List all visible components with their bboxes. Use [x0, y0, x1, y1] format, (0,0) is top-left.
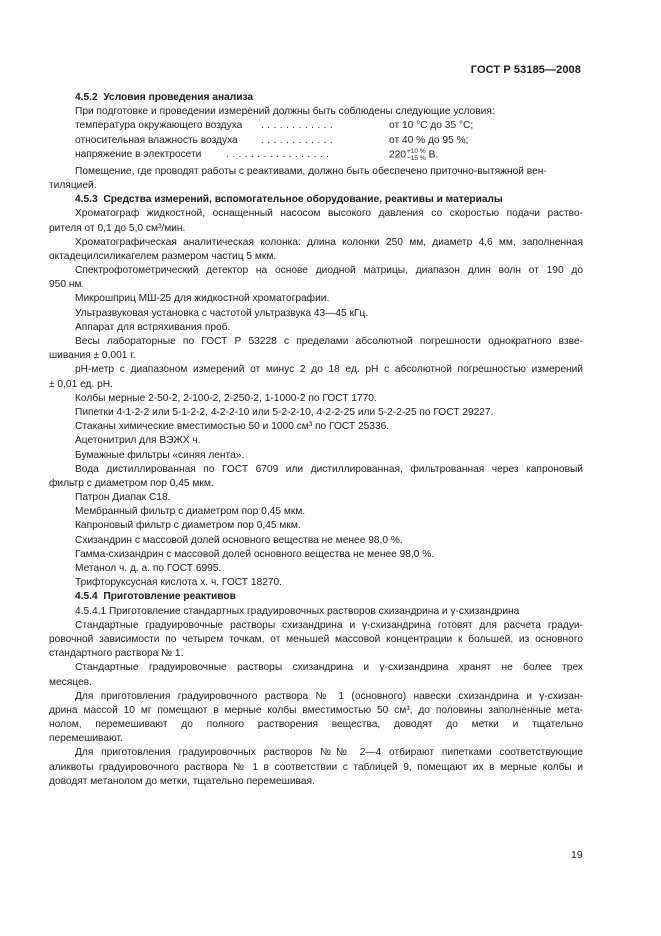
standard-header: ГОСТ Р 53185—2008 — [470, 64, 581, 76]
section-452-intro: При подготовке и проведении измерений должны быть соблюдены следующие условия: — [75, 106, 495, 118]
condition-voltage-label: напряжение в электросети — [75, 149, 202, 161]
condition-voltage-base: 220 — [389, 149, 406, 161]
equipment-list-line: ± 0,01 ед. pH. — [49, 378, 113, 390]
equipment-list-line: фильтр с диаметром пор 0,45 мкм. — [49, 477, 214, 489]
equipment-list-line: Хроматограф жидкостной, оснащенный насосом высокого давления со скоростью подачи раство- — [75, 208, 583, 220]
equipment-list-line: Микрошприц МШ-25 для жидкостной хроматографии. — [75, 293, 330, 305]
equipment-list-line: Хроматографическая аналитическая колонка: длина колонки 250 мм, диаметр 4,6 мм, заполненная — [75, 236, 583, 248]
equipment-list-line: шивания ± 0,001 г. — [49, 350, 136, 362]
equipment-list-line: Ультразвуковая установка с частотой ультразвука 43—45 кГц. — [75, 307, 369, 319]
equipment-list-line: Трифторуксусная кислота х. ч. ГОСТ 18270. — [75, 577, 283, 589]
equipment-list-line: Капроновый фильтр с диаметром пор 0,45 мкм. — [75, 520, 301, 532]
equipment-list-line: рителя от 0,1 до 5,0 см³/мин. — [49, 222, 186, 234]
page-content — [49, 91, 583, 789]
equipment-list-line: Аппарат для встряхивания проб. — [75, 321, 231, 333]
page-number: 19 — [571, 849, 583, 861]
equipment-list-line: 950 нм. — [49, 279, 85, 291]
reagent-preparation-line: 4.5.4.1 Приготовление стандартных градуировочных растворов схизандрина и γ-схизандрина — [75, 605, 520, 617]
equipment-list — [49, 207, 583, 590]
condition-voltage-tolerance — [407, 148, 426, 162]
section-453-heading — [75, 193, 583, 207]
reagent-preparation-text — [49, 605, 583, 789]
section-452-title: Условия проведения анализа — [103, 92, 254, 103]
section-453-number: 4.5.3 — [75, 194, 98, 206]
equipment-list-line: октадецилсиликагелем размером частиц 5 мкм. — [49, 250, 277, 262]
reagent-preparation-line: Для приготовления градуировочного раствора № 1 (основного) навески схизандрина и γ-схизан- — [75, 690, 583, 702]
condition-voltage-upper: +10 % — [407, 147, 426, 155]
condition-voltage-lower: −15 % — [407, 154, 426, 162]
equipment-list-line: Гамма-схизандрин с массовой долей основного вещества не менее 98,0 %. — [75, 548, 435, 560]
equipment-list-line: Схизандрин с массовой долей основного вещества не менее 98,0 %. — [75, 534, 403, 546]
condition-humidity-value: от 40 % до 95 %; — [389, 134, 469, 146]
reagent-preparation-line: месяцев. — [49, 676, 92, 688]
equipment-list-line: Весы лабораторные по ГОСТ Р 53228 с пределами абсолютной погрешности однократного взве- — [75, 336, 583, 347]
room-requirement-line-1: Помещение, где проводят работы с реактивами, должно быть обеспечено приточно-вытяжной вен- — [75, 165, 547, 177]
section-452-heading — [75, 91, 583, 105]
condition-humidity — [75, 134, 583, 148]
equipment-list-line: Патрон Диапак С18. — [75, 492, 171, 504]
section-454-heading — [75, 590, 583, 604]
equipment-list-line: Вода дистиллированная по ГОСТ 6709 или дистиллированная, фильтрованная через капроновый — [75, 463, 583, 475]
reagent-preparation-line: ровочной зависимости по четырем точкам, от меньшей массовой концентрации к большей, из основного — [49, 633, 583, 645]
equipment-list-line: Мембранный фильтр с диаметром пор 0,45 мкм. — [75, 506, 306, 518]
condition-humidity-label: относительная влажность воздуха — [75, 134, 238, 146]
condition-temperature — [75, 119, 583, 133]
condition-voltage-dots: . . . . . . . . . . . . . . . . . — [226, 149, 330, 161]
reagent-preparation-line: Стандартные градуировочные растворы схизандрина и γ-схизандрина готовят для расчета градуи- — [75, 619, 583, 631]
equipment-list-line: Бумажные фильтры «синяя лента». — [75, 449, 245, 461]
condition-humidity-dots: . . . . . . . . . . . . — [261, 134, 333, 146]
reagent-preparation-line: Для приготовления градуировочных растворов №№ 2—4 отбирают пипетками соответствующие — [75, 747, 583, 759]
section-454-title: Приготовление реактивов — [103, 591, 236, 603]
reagent-preparation-line: Стандартные градуировочные растворы схизандрина и γ-схизандрина хранят не более трех — [75, 662, 583, 674]
section-452-number: 4.5.2 — [75, 92, 98, 103]
equipment-list-line: Пипетки 4-1-2-2 или 5-1-2-2, 4-2-2-10 или 5-2-2-10, 4-2-2-25 или 5-2-2-25 по ГОСТ 29227. — [75, 406, 494, 418]
condition-temperature-value: от 10 °С до 35 °С; — [389, 120, 474, 132]
equipment-list-line: Колбы мерные 2-50-2, 2-100-2, 2-250-2, 1-1000-2 по ГОСТ 1770. — [75, 392, 377, 404]
equipment-list-line: Ацетонитрил для ВЭЖХ ч. — [75, 435, 201, 447]
reagent-preparation-line: нолом, перемешивают до полного растворения вещества, доводят до метки и тщательно — [49, 719, 583, 731]
section-453-title: Средства измерений, вспомогательное оборудование, реактивы и материалы — [103, 194, 503, 206]
condition-temperature-dots: . . . . . . . . . . . . — [261, 120, 333, 132]
reagent-preparation-line: аликвоты градуировочного раствора № 1 в соответствии с таблицей 9, помещают их в мерные колбы и — [49, 761, 583, 773]
reagent-preparation-line: дрина массой 10 мг помещают в мерные колбы вместимостью 50 см³, до половины заполненные мета- — [49, 704, 583, 716]
reagent-preparation-line: стандартного раствора № 1. — [49, 648, 184, 660]
equipment-list-line: Стаканы химические вместимостью 50 и 1000 см³ по ГОСТ 25336. — [75, 421, 390, 433]
condition-voltage — [75, 148, 583, 165]
equipment-list-line: Метанол ч. д. а. по ГОСТ 6995. — [75, 563, 222, 574]
reagent-preparation-line: перемешивают. — [49, 733, 123, 745]
reagent-preparation-line: доводят метанолом до метки, тщательно перемешивая. — [49, 775, 315, 787]
equipment-list-line: Спектрофотометрический детектор на основе диодной матрицы, диапазон длин волн от 190 до — [75, 265, 583, 277]
section-454-number: 4.5.4 — [75, 591, 98, 603]
condition-temperature-label: температура окружающего воздуха — [75, 120, 243, 132]
equipment-list-line: pH-метр с диапазоном измерений от минус 2 до 18 ед. pH с абсолютной погрешностью измерений — [75, 364, 583, 376]
condition-voltage-unit: В. — [428, 149, 439, 161]
room-requirement-line-2: тиляцией. — [49, 179, 97, 191]
